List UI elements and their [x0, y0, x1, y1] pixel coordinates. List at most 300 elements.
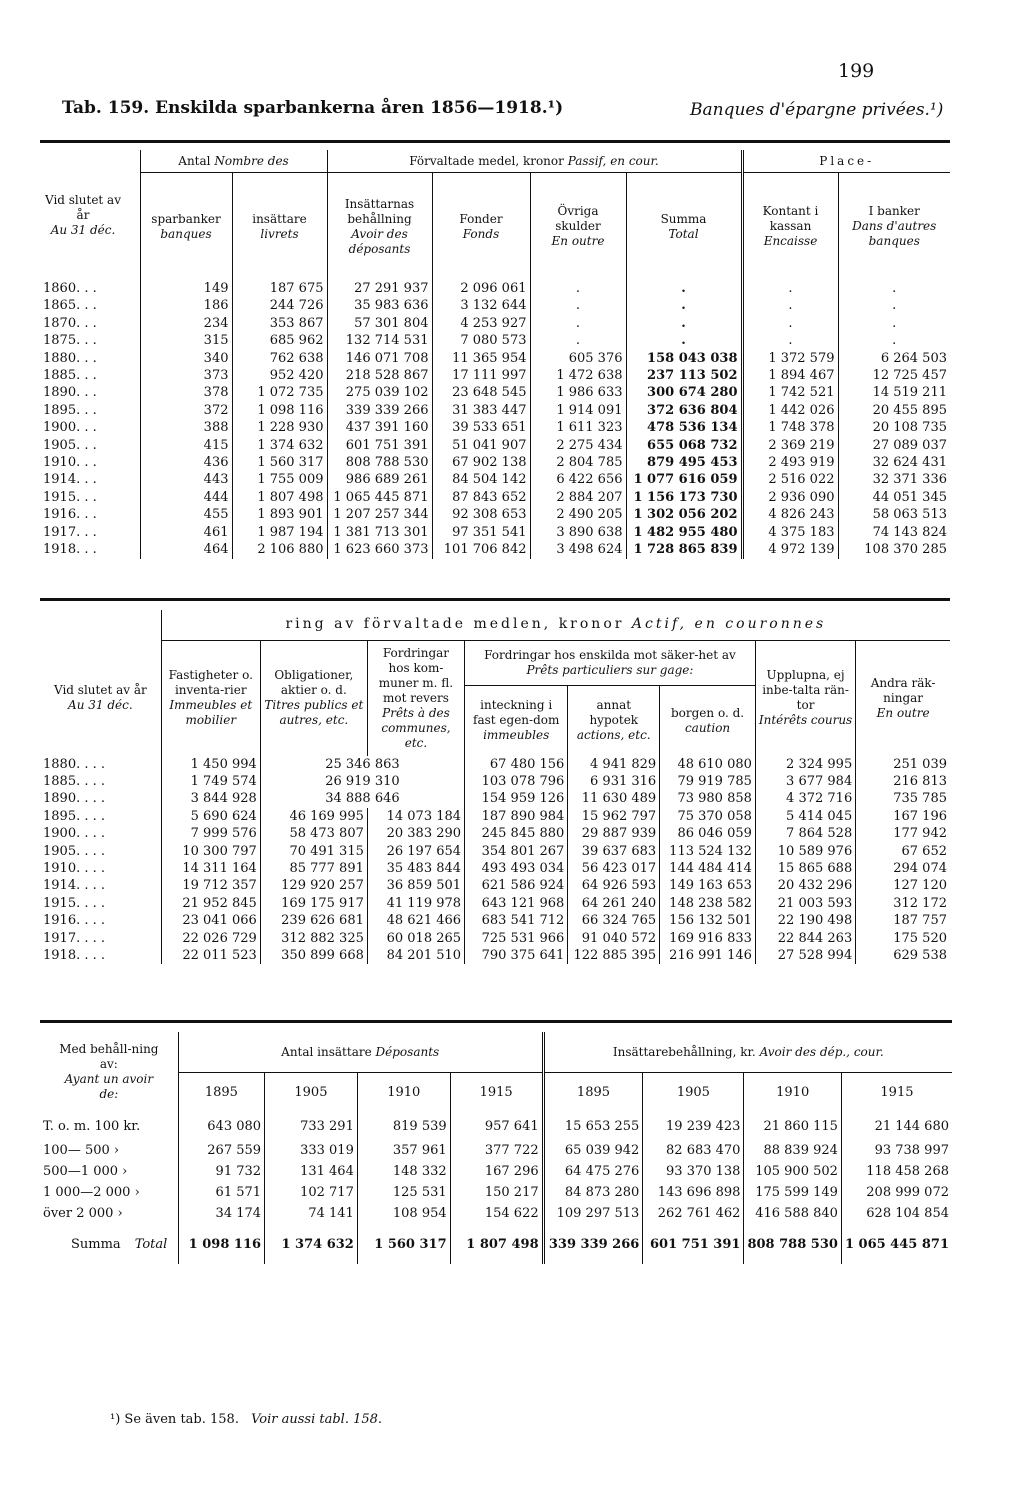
table-cell: 14 073 184 [367, 808, 464, 825]
header-oblig [260, 640, 367, 756]
table-row [40, 930, 950, 947]
table-cell: . [530, 280, 626, 297]
header-inteckning-label: inteckning i fast egen-dom [473, 698, 560, 727]
total-row [40, 1224, 952, 1264]
table-cell: 169 175 917 [260, 895, 367, 912]
table-cell: 1 450 994 [161, 756, 260, 773]
header-antal-label: Antal [178, 153, 211, 168]
table-deposants-body [40, 1112, 952, 1264]
header-ibanker [838, 173, 950, 281]
table-row [40, 1182, 952, 1203]
table-cell: 1 482 955 480 [626, 524, 742, 541]
table-cell: 118 458 268 [866, 1164, 949, 1179]
table-row [40, 541, 950, 558]
table-cell: 1 894 467 [742, 367, 838, 384]
table-cell: 58 473 807 [260, 825, 367, 842]
table-cell: 1 560 317 [232, 454, 327, 471]
total-cell: 601 751 391 [643, 1224, 744, 1264]
table-cell: 23 648 545 [432, 384, 530, 401]
header-blank [40, 610, 161, 640]
table-cell: 2 324 995 [755, 756, 855, 773]
header-borgen-label: borgen o. d. [670, 705, 745, 720]
table-cell: 790 375 641 [465, 947, 568, 964]
table-cell: 3 132 644 [432, 297, 530, 314]
table-cell: 31 383 447 [432, 402, 530, 419]
table-cell: 952 420 [232, 367, 327, 384]
row-label: 500—1 000 › [40, 1161, 178, 1182]
table-cell: 4 826 243 [742, 506, 838, 523]
header-ovriga [530, 173, 626, 281]
table-cell: 5 690 624 [161, 808, 260, 825]
table-cell: 353 867 [232, 315, 327, 332]
table-cell: 1 065 445 871 [327, 489, 432, 506]
header-antal [140, 150, 327, 173]
table-cell: 357 961 [357, 1140, 450, 1161]
table-row [40, 280, 950, 297]
table-row [40, 297, 950, 314]
table-cell: 2 369 219 [742, 437, 838, 454]
table-cell: 15 653 255 [543, 1112, 643, 1140]
year-header: 1895 [543, 1073, 643, 1113]
table-cell: 92 308 653 [432, 506, 530, 523]
table-row [40, 808, 950, 825]
table-cell: 10 300 797 [161, 843, 260, 860]
table-cell: 64 261 240 [568, 895, 660, 912]
row-year: 1916. . . . [40, 912, 161, 929]
row-year: 1895. . . [40, 402, 140, 419]
table-cell: 735 785 [893, 791, 947, 807]
table-cell: 444 [140, 489, 232, 506]
header-vid [40, 150, 140, 280]
table-cell: 819 539 [357, 1112, 450, 1140]
table-cell: 108 954 [357, 1203, 450, 1224]
header-fordr-kom-fr: Prêts à des communes, etc. [381, 705, 451, 750]
table-cell: 655 068 732 [626, 437, 742, 454]
row-year: 1915. . . . [40, 895, 161, 912]
table-cell: 154 959 126 [465, 790, 568, 807]
table-cell: 15 962 797 [568, 808, 660, 825]
table-cell: 167 296 [450, 1161, 543, 1182]
header-forvaltade-fr: Passif, en cour. [567, 153, 659, 168]
header-insattare-label: insättare [252, 211, 307, 226]
table-cell: 436 [140, 454, 232, 471]
header-fast-fr: Immeubles et mobilier [169, 698, 253, 727]
header-fast [161, 640, 260, 756]
header2-vid-label: Vid slutet av år [54, 682, 147, 697]
total-cell: 1 098 116 [178, 1224, 264, 1264]
table-cell: 125 531 [357, 1182, 450, 1203]
row-year: 1885. . . [40, 367, 140, 384]
table-cell: 7 999 576 [161, 825, 260, 842]
row-year: 1914. . . [40, 471, 140, 488]
table-cell: 461 [140, 524, 232, 541]
header-fast-label: Fastigheter o. inventa-rier [168, 668, 253, 697]
table-actif-body [40, 756, 950, 965]
header-kontant-fr: Encaisse [763, 234, 818, 248]
table-cell: 64 475 276 [543, 1161, 643, 1182]
table-cell: 808 788 530 [327, 454, 432, 471]
table-cell: 216 813 [893, 773, 947, 789]
table-cell: 85 777 891 [260, 860, 367, 877]
table-cell: 23 041 066 [161, 912, 260, 929]
table-cell: 629 538 [893, 947, 947, 963]
table-row [40, 912, 950, 929]
table-cell: . [626, 332, 742, 349]
table-cell: 1 755 009 [232, 471, 327, 488]
table-cell: 4 941 829 [568, 756, 660, 773]
table-cell: 131 464 [265, 1161, 358, 1182]
header-vid-label: Vid slutet av år [44, 192, 121, 222]
table-cell: 1 748 378 [742, 419, 838, 436]
total-label [40, 1224, 178, 1264]
header-antal-ins [178, 1032, 543, 1073]
footnote-text: ¹) Se även tab. 158. [110, 1412, 239, 1427]
table-cell: . [530, 332, 626, 349]
table-row [40, 1203, 952, 1224]
header-insattare [232, 173, 327, 281]
table-cell: 4 253 927 [432, 315, 530, 332]
table-cell: 239 626 681 [260, 912, 367, 929]
table-row [40, 454, 950, 471]
table-cell: 1 381 713 301 [327, 524, 432, 541]
table-cell: 122 885 395 [568, 947, 660, 964]
table-cell: 46 169 995 [260, 808, 367, 825]
table-cell: 493 493 034 [465, 860, 568, 877]
table-cell: 1 156 173 730 [626, 489, 742, 506]
table-cell: 32 624 431 [872, 455, 947, 471]
table-cell: 2 490 205 [530, 506, 626, 523]
header-ins-beh-label: Insättarnas behållning [344, 196, 415, 226]
table-cell: 146 071 708 [327, 350, 432, 367]
table-cell: . [742, 280, 838, 297]
table-cell: 275 039 102 [327, 384, 432, 401]
table-cell: 388 [140, 419, 232, 436]
table-cell: 315 [140, 332, 232, 349]
header-summa-label: Summa [660, 211, 707, 226]
row-label: 100— 500 › [40, 1140, 178, 1161]
table-cell: 75 370 058 [660, 808, 756, 825]
table-cell: 244 726 [232, 297, 327, 314]
table-cell: 51 041 907 [432, 437, 530, 454]
table-cell: 113 524 132 [660, 843, 756, 860]
table-cell: 93 738 997 [874, 1143, 949, 1158]
table-cell: 169 916 833 [660, 930, 756, 947]
table-row [40, 524, 950, 541]
table-cell: 262 761 462 [643, 1203, 744, 1224]
row-label: T. o. m. 100 kr. [40, 1112, 178, 1140]
row-label: över 2 000 › [40, 1203, 178, 1224]
table-row [40, 1161, 952, 1182]
header-ovriga-label: Övriga skulder [555, 204, 601, 233]
row-year: 1900. . . . [40, 825, 161, 842]
header-oblig-fr: Titres publics et autres, etc. [264, 698, 364, 727]
table-cell: 601 751 391 [327, 437, 432, 454]
table-cell: 20 108 735 [872, 420, 947, 436]
table-cell: 109 297 513 [543, 1203, 643, 1224]
row-year: 1890. . . . [40, 790, 161, 807]
table-cell: 1 072 735 [232, 384, 327, 401]
table-cell: 7 864 528 [755, 825, 855, 842]
table-cell: 1 728 865 839 [626, 541, 742, 558]
table-row [40, 1140, 952, 1161]
table-cell: 957 641 [450, 1112, 543, 1140]
total-label-fr: Total [134, 1236, 168, 1252]
row-year: 1910. . . [40, 454, 140, 471]
table-row [40, 419, 950, 436]
table-row [40, 315, 950, 332]
table-cell: 3 844 928 [161, 790, 260, 807]
table-row [40, 877, 950, 894]
table-cell: 1 914 091 [530, 402, 626, 419]
table-cell: 1 228 930 [232, 419, 327, 436]
table-cell: 14 519 211 [872, 385, 947, 401]
table-cell: 35 983 636 [327, 297, 432, 314]
header-upplupna-label: Upplupna, ej inbe-talta rän-tor [762, 668, 849, 712]
table-cell: 350 899 668 [260, 947, 367, 964]
table-cell: 84 201 510 [367, 947, 464, 964]
table-cell: 4 372 716 [755, 790, 855, 807]
table-cell: 91 732 [178, 1161, 264, 1182]
table-cell: 143 696 898 [643, 1182, 744, 1203]
table-cell: 372 636 804 [626, 402, 742, 419]
table-cell: 158 043 038 [626, 350, 742, 367]
table-cell: 39 637 683 [568, 843, 660, 860]
header-fordr-ensk [465, 640, 756, 685]
table-cell: 101 706 842 [432, 541, 530, 558]
table-cell: 48 610 080 [660, 756, 756, 773]
table-cell: . [626, 297, 742, 314]
table-cell: 2 884 207 [530, 489, 626, 506]
header-forvaltade [327, 150, 742, 173]
table-cell: 86 046 059 [660, 825, 756, 842]
top-rule [40, 140, 950, 143]
table-cell: 415 [140, 437, 232, 454]
table-cell: 437 391 160 [327, 419, 432, 436]
table-cell: 683 541 712 [465, 912, 568, 929]
row-year: 1900. . . [40, 419, 140, 436]
table-cell: 91 040 572 [568, 930, 660, 947]
table-cell: 105 900 502 [744, 1161, 841, 1182]
table-actif [40, 610, 950, 964]
table-cell: . [626, 280, 742, 297]
header2-vid [40, 640, 161, 756]
table-cell: 6 422 656 [530, 471, 626, 488]
table-cell: 1 472 638 [530, 367, 626, 384]
header-med-label: Med behåll-ning av: [59, 1042, 159, 1071]
table-cell: 175 520 [893, 930, 947, 946]
table-cell: 208 999 072 [866, 1185, 949, 1200]
table-cell: 1 207 257 344 [327, 506, 432, 523]
table-cell: 464 [140, 541, 232, 558]
header-ins-beh-fr: Avoir des déposants [348, 226, 411, 256]
year-header: 1905 [265, 1073, 358, 1113]
table-cell: 378 [140, 384, 232, 401]
table-cell: 154 622 [450, 1203, 543, 1224]
row-year: 1916. . . [40, 506, 140, 523]
table-cell: 108 370 285 [864, 542, 947, 558]
table-cell: . [892, 333, 897, 349]
header-upplupna [755, 640, 855, 756]
table-row [40, 947, 950, 964]
table-cell: . [892, 298, 897, 314]
table-row [40, 489, 950, 506]
table-cell: 218 528 867 [327, 367, 432, 384]
header-med-fr: Ayant un avoir de: [64, 1072, 154, 1101]
table-cell: 67 480 156 [465, 756, 568, 773]
table-cell: 1 442 026 [742, 402, 838, 419]
table-cell: 84 873 280 [543, 1182, 643, 1203]
table-cell: 65 039 942 [543, 1140, 643, 1161]
table-cell: 88 839 924 [744, 1140, 841, 1161]
header-forvaltade-label: Förvaltade medel, kronor [409, 153, 564, 168]
table-cell: 156 132 501 [660, 912, 756, 929]
table-cell: 102 717 [265, 1182, 358, 1203]
table-cell: 20 455 895 [872, 402, 947, 418]
table-cell: 74 143 824 [872, 524, 947, 540]
page-number: 199 [838, 60, 875, 82]
table-cell: 32 371 336 [872, 472, 947, 488]
table-cell: 26 919 310 [260, 773, 464, 790]
table-cell: 5 414 045 [755, 808, 855, 825]
table-cell: 187 757 [893, 913, 947, 929]
table-cell: 34 174 [178, 1203, 264, 1224]
year-header: 1915 [450, 1073, 543, 1113]
table-cell: 372 [140, 402, 232, 419]
table-cell: 2 804 785 [530, 454, 626, 471]
table-cell: 127 120 [893, 878, 947, 894]
table-cell: . [892, 281, 897, 296]
header-annat-fr: actions, etc. [576, 728, 651, 742]
table-cell: 60 018 265 [367, 930, 464, 947]
total-cell: 1 374 632 [265, 1224, 358, 1264]
header-ovriga-fr: En outre [551, 234, 605, 248]
table-cell: 443 [140, 471, 232, 488]
table-cell: 150 217 [450, 1182, 543, 1203]
table-cell: 44 051 345 [872, 489, 947, 505]
table-cell: 377 722 [450, 1140, 543, 1161]
table-cell: 82 683 470 [643, 1140, 744, 1161]
table-cell: 84 504 142 [432, 471, 530, 488]
table-cell: 1 986 633 [530, 384, 626, 401]
table-cell: 87 843 652 [432, 489, 530, 506]
table-cell: 11 365 954 [432, 350, 530, 367]
table-cell: 1 623 660 373 [327, 541, 432, 558]
table-cell: 148 332 [357, 1161, 450, 1182]
table-cell: 36 859 501 [367, 877, 464, 894]
table-cell: 416 588 840 [744, 1203, 841, 1224]
table-row [40, 437, 950, 454]
table-cell: . [530, 297, 626, 314]
table-cell: 103 078 796 [465, 773, 568, 790]
header-andra-label: Andra räk-ningar [870, 675, 936, 705]
header-antal-ins-label: Antal insättare [281, 1044, 372, 1059]
header-place: Place- [742, 150, 950, 173]
table-cell: 66 324 765 [568, 912, 660, 929]
table-row [40, 895, 950, 912]
table-cell: 267 559 [178, 1140, 264, 1161]
header-sparbanker-label: sparbanker [151, 211, 221, 226]
row-year: 1905. . . [40, 437, 140, 454]
year-header: 1905 [643, 1073, 744, 1113]
table-cell: 175 599 149 [744, 1182, 841, 1203]
row-year: 1880. . . . [40, 756, 161, 773]
table-cell: 3 677 984 [755, 773, 855, 790]
table-cell: 57 301 804 [327, 315, 432, 332]
table-cell: 39 533 651 [432, 419, 530, 436]
table-row [40, 350, 950, 367]
table-cell: 354 801 267 [465, 843, 568, 860]
mid-rule-1 [40, 598, 950, 601]
table-cell: 312 172 [893, 895, 947, 911]
table-cell: 73 980 858 [660, 790, 756, 807]
header-fordr-kom [367, 640, 464, 756]
table-row [40, 332, 950, 349]
header-ring [161, 610, 950, 640]
row-year: 1914. . . . [40, 877, 161, 894]
table-cell: 643 121 968 [465, 895, 568, 912]
table-cell: 1 098 116 [232, 402, 327, 419]
table-cell: 300 674 280 [626, 384, 742, 401]
table-cell: 733 291 [265, 1112, 358, 1140]
total-cell: 1 560 317 [357, 1224, 450, 1264]
row-year: 1865. . . [40, 297, 140, 314]
table-cell: 1 749 574 [161, 773, 260, 790]
table-cell: 27 291 937 [327, 280, 432, 297]
header-inteckning-fr: immeubles [483, 728, 550, 742]
table-cell: 56 423 017 [568, 860, 660, 877]
table-cell: 26 197 654 [367, 843, 464, 860]
header-fonder-label: Fonder [459, 211, 503, 226]
table-cell: 2 516 022 [742, 471, 838, 488]
header-fordr-ensk-label: Fordringar hos enskilda mot säker-het av [484, 647, 736, 662]
table-cell: 20 432 296 [755, 877, 855, 894]
total-cell: 1 065 445 871 [844, 1236, 949, 1252]
row-year: 1905. . . . [40, 843, 161, 860]
row-year: 1890. . . [40, 384, 140, 401]
table-cell: 27 089 037 [872, 437, 947, 453]
table-row [40, 860, 950, 877]
total-cell: 808 788 530 [744, 1224, 841, 1264]
footnote-text-fr: Voir aussi tabl. 158. [251, 1412, 383, 1427]
table-cell: 10 589 976 [755, 843, 855, 860]
table-cell: 339 339 266 [327, 402, 432, 419]
header-sparbanker-fr: banques [160, 226, 212, 241]
table-cell: . [742, 332, 838, 349]
table-cell: 340 [140, 350, 232, 367]
table-cell: 605 376 [530, 350, 626, 367]
header-fordr-ensk-fr: Prêts particuliers sur gage: [526, 662, 694, 677]
table-cell: 177 942 [893, 826, 947, 842]
table-cell: 1 987 194 [232, 524, 327, 541]
header-antal-ins-fr: Déposants [375, 1044, 440, 1059]
table-cell: 237 113 502 [626, 367, 742, 384]
table-cell: 1 807 498 [232, 489, 327, 506]
table-cell: 64 926 593 [568, 877, 660, 894]
table-row [40, 367, 950, 384]
row-year: 1918. . . . [40, 947, 161, 964]
header-insattare-fr: livrets [260, 226, 299, 241]
table-cell: 251 039 [893, 756, 947, 772]
table-cell: 22 011 523 [161, 947, 260, 964]
table-cell: 1 742 521 [742, 384, 838, 401]
header-fordr-kom-label: Fordringar hos kom-muner m. fl. mot revers [378, 645, 454, 705]
table-cell: 149 [140, 280, 232, 297]
table-row [40, 384, 950, 401]
table-cell: 41 119 978 [367, 895, 464, 912]
table-cell: 29 887 939 [568, 825, 660, 842]
mid-rule-2 [40, 1020, 952, 1023]
table-cell: 27 528 994 [755, 947, 855, 964]
